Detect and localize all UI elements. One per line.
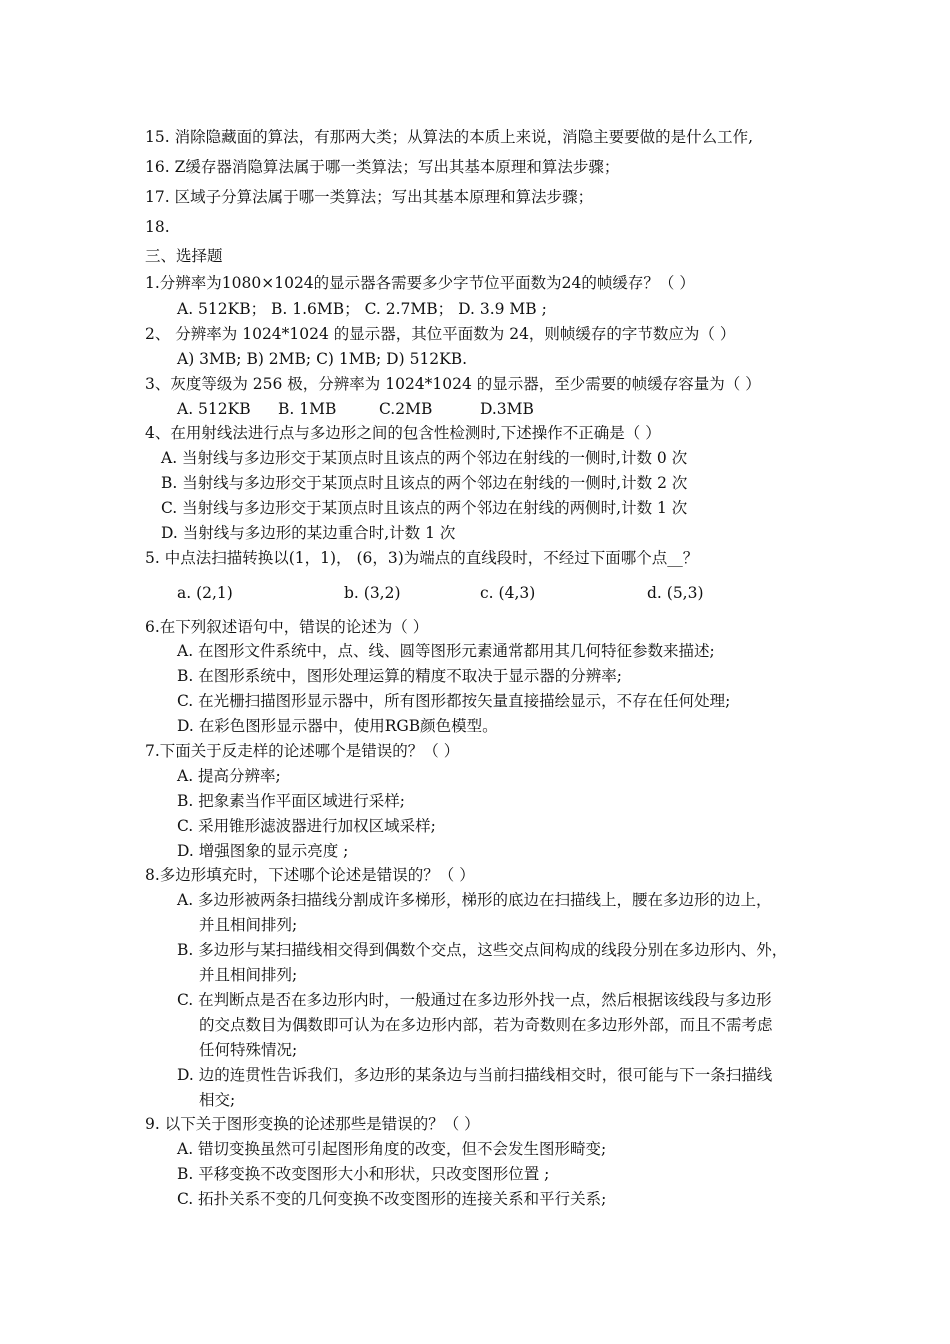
q2-options: A) 3MB; B) 2MB; C) 1MB; D) 512KB.: [177, 350, 468, 368]
q7-option-a: A. 提高分辨率;: [177, 767, 281, 785]
q7-option-c: C. 采用锥形滤波器进行加权区域采样;: [177, 817, 436, 835]
q1-options: A. 512KB； B. 1.6MB； C. 2.7MB； D. 3.9 MB ;: [177, 300, 547, 318]
q8-option-c-cont-1: 的交点数目为偶数即可认为在多边形内部，若为奇数则在多边形外部，而且不需考虑: [199, 1016, 773, 1034]
q3-option-c: C.2MB: [379, 400, 433, 418]
question-18: 18.: [145, 218, 170, 236]
q8-option-c-cont-2: 任何特殊情况;: [199, 1041, 298, 1059]
q4-option-a: A. 当射线与多边形交于某顶点时且该点的两个邻边在射线的一侧时,计数 0 次: [161, 449, 688, 467]
q6-option-d: D. 在彩色图形显示器中，使用RGB颜色模型。: [177, 717, 498, 735]
q6-option-a: A. 在图形文件系统中，点、线、圆等图形元素通常都用其几何特征参数来描述;: [177, 642, 715, 660]
section-title: 三、选择题: [145, 247, 223, 265]
q3-option-a: A. 512KB: [177, 400, 251, 418]
q5-option-a: a. (2,1): [177, 584, 233, 602]
q8-option-a: A. 多边形被两条扫描线分割成许多梯形，梯形的底边在扫描线上，腰在多边形的边上，: [177, 891, 772, 909]
q3-option-d: D.3MB: [480, 400, 534, 418]
q8-option-b-cont: 并且相间排列;: [199, 966, 298, 984]
q6-option-b: B. 在图形系统中，图形处理运算的精度不取决于显示器的分辨率;: [177, 667, 622, 685]
q2-stem: 2、 分辨率为 1024*1024 的显示器，其位平面数为 24，则帧缓存的字节数应为（ ）: [145, 325, 736, 343]
q4-option-c: C. 当射线与多边形交于某顶点时且该点的两个邻边在射线的两侧时,计数 1 次: [161, 499, 688, 517]
q5-option-b: b. (3,2): [344, 584, 401, 602]
q9-option-c: C. 拓扑关系不变的几何变换不改变图形的连接关系和平行关系;: [177, 1190, 607, 1208]
q8-stem: 8.多边形填充时，下述哪个论述是错误的？（ ）: [145, 866, 475, 884]
q5-option-c: c. (4,3): [480, 584, 536, 602]
q9-option-b: B. 平移变换不改变图形大小和形状，只改变图形位置 ;: [177, 1165, 550, 1183]
q4-stem: 4、在用射线法进行点与多边形之间的包含性检测时,下述操作不正确是（ ）: [145, 424, 661, 442]
q4-option-d: D. 当射线与多边形的某边重合时,计数 1 次: [161, 524, 456, 542]
question-16: 16. Z缓存器消隐算法属于哪一类算法；写出其基本原理和算法步骤；: [145, 158, 620, 176]
q7-stem: 7.下面关于反走样的论述哪个是错误的？（ ）: [145, 742, 460, 760]
q9-stem: 9. 以下关于图形变换的论述那些是错误的？（ ）: [145, 1115, 480, 1133]
question-17: 17. 区域子分算法属于哪一类算法；写出其基本原理和算法步骤；: [145, 188, 594, 206]
q8-option-d: D. 边的连贯性告诉我们，多边形的某条边与当前扫描线相交时，很可能与下一条扫描线: [177, 1066, 773, 1084]
q3-stem: 3、灰度等级为 256 极，分辨率为 1024*1024 的显示器，至少需要的帧缓存容量为（ ）: [145, 375, 761, 393]
q1-stem: 1.分辨率为1080×1024的显示器各需要多少字节位平面数为24的帧缓存？（ ）: [145, 274, 695, 292]
q7-option-b: B. 把象素当作平面区域进行采样;: [177, 792, 405, 810]
q8-option-d-cont: 相交;: [199, 1091, 236, 1109]
question-15: 15. 消除隐藏面的算法，有那两大类；从算法的本质上来说，消隐主要要做的是什么工作,: [145, 128, 754, 146]
q3-option-b: B. 1MB: [278, 400, 337, 418]
q8-option-a-cont: 并且相间排列;: [199, 916, 298, 934]
q8-option-b: B. 多边形与某扫描线相交得到偶数个交点，这些交点间构成的线段分别在多边形内、外，: [177, 941, 788, 959]
q8-option-c: C. 在判断点是否在多边形内时，一般通过在多边形外找一点，然后根据该线段与多边形: [177, 991, 772, 1009]
q5-stem: 5. 中点法扫描转换以(1，1)， (6，3)为端点的直线段时，不经过下面哪个点__？: [145, 549, 699, 567]
q7-option-d: D. 增强图象的显示亮度 ;: [177, 842, 349, 860]
q9-option-a: A. 错切变换虽然可引起图形角度的改变，但不会发生图形畸变;: [177, 1140, 607, 1158]
q6-option-c: C. 在光栅扫描图形显示器中，所有图形都按矢量直接描绘显示，不存在任何处理;: [177, 692, 731, 710]
q5-option-d: d. (5,3): [647, 584, 704, 602]
q4-option-b: B. 当射线与多边形交于某顶点时且该点的两个邻边在射线的一侧时,计数 2 次: [161, 474, 688, 492]
q6-stem: 6.在下列叙述语句中，错误的论述为（ ）: [145, 618, 429, 636]
